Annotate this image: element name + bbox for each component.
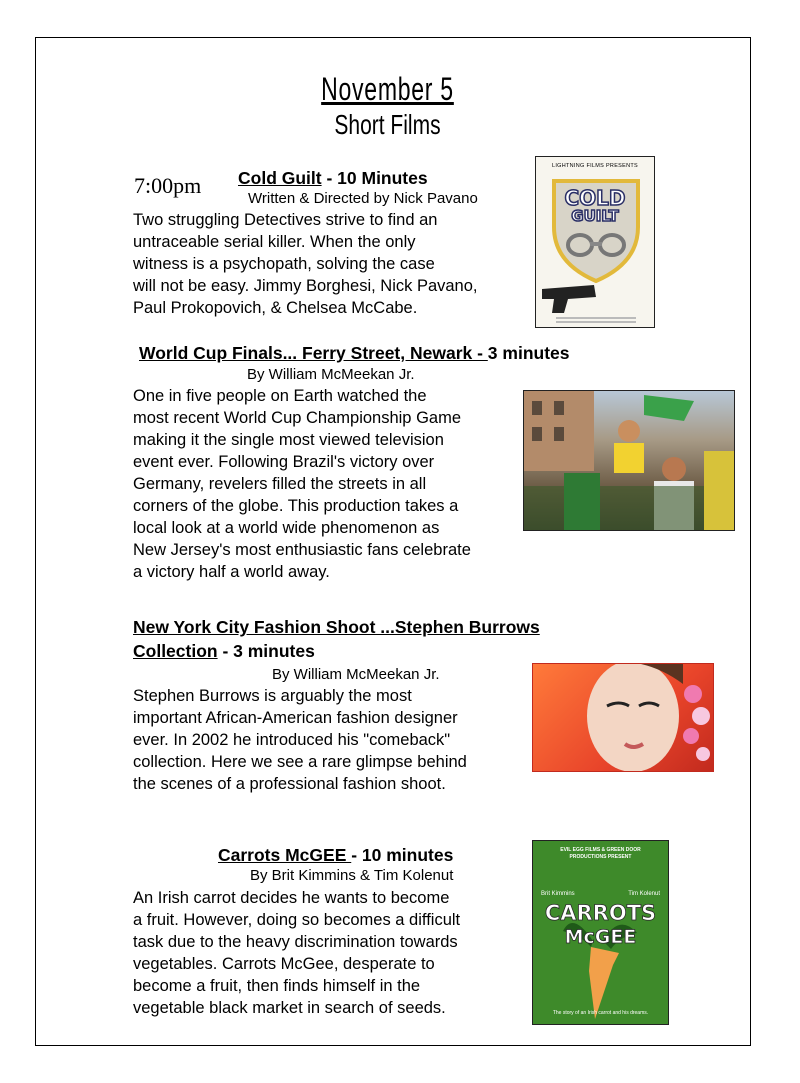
- film-title-text: Cold Guilt: [238, 168, 322, 188]
- film-description: Two struggling Detectives strive to find an untraceable serial killer. When the only witness is a psychopath, solving the case will not be easy. Jimmy Borghesi, Nick Pavano, Paul Prokopovich, & Chelsea McCabe.: [133, 211, 478, 317]
- model-portrait-icon: [533, 664, 714, 772]
- film-title-text: World Cup Finals... Ferry Street, Newark -: [139, 343, 488, 363]
- film-description: Stephen Burrows is arguably the most important African-American fashion designer ever. In 2002 he introduced his "comeback" collection. Here we see a rare glimpse behind the scenes of a professional fashion shoot.: [133, 687, 467, 793]
- poster-left-name: Brit Kimmins: [541, 891, 575, 897]
- film-description: One in five people on Earth watched the most recent World Cup Championship Game making it the single most viewed television event ever. Following Brazil's victory over Germany, revelers filled the streets in all corners of the globe. This production takes a local look at a world wide phenomenon as New Jersey's most enthusiastic fans celebrate a victory half a world away.: [133, 387, 471, 581]
- film-credit: By William McMeekan Jr.: [247, 366, 415, 383]
- poster-tagline: The story of an Irish carrot and his dreams.: [552, 1010, 649, 1016]
- film-duration: - 10 Minutes: [321, 168, 428, 188]
- fashion-photo: [532, 663, 714, 772]
- film-description: An Irish carrot decides he wants to become a fruit. However, doing so becomes a difficult task due to the heavy discrimination towards vegetables. Carrots McGee, desperate to become a fruit, then finds himself in the vegetable black market in search of seeds.: [133, 889, 461, 1017]
- poster-title: CARROTS McGEE: [544, 901, 657, 948]
- film-title: [139, 343, 570, 364]
- film-title-text: New York City Fashion Shoot ...Stephen Burrows: [133, 617, 540, 637]
- poster-title: COLD GUILT: [564, 186, 626, 225]
- film-title-text: Carrots McGEE: [218, 845, 352, 865]
- film-duration: - 10 minutes: [351, 845, 454, 865]
- carrots-mcgee-poster: [532, 840, 669, 1025]
- poster-right-name: Tim Kolenut: [628, 891, 660, 897]
- poster-top-text: EVIL EGG FILMS & GREEN DOOR PRODUCTIONS PRESENT: [560, 847, 641, 860]
- film-credit: By William McMeekan Jr.: [272, 666, 440, 683]
- poster-top-text: LIGHTNING FILMS PRESENTS: [551, 163, 639, 169]
- film-title-text: Collection: [133, 641, 218, 661]
- film-duration: - 3 minutes: [217, 641, 315, 661]
- film-title: [238, 168, 428, 189]
- film-credit: Written & Directed by Nick Pavano: [248, 190, 478, 207]
- crowd-photo-icon: [524, 391, 735, 531]
- film-time: 7:00pm: [134, 173, 202, 198]
- cold-guilt-poster: [535, 156, 655, 328]
- film-title-continued: [133, 641, 315, 662]
- handcuffs-badge-icon: [536, 157, 655, 328]
- film-credit: By Brit Kimmins & Tim Kolenut: [250, 867, 454, 884]
- film-title: [218, 845, 453, 866]
- film-title: [133, 617, 540, 638]
- program-section-title: Short Films: [334, 109, 441, 140]
- program-date: November 5: [321, 71, 454, 107]
- film-duration: 3 minutes: [487, 343, 570, 363]
- world-cup-photo: [523, 390, 735, 531]
